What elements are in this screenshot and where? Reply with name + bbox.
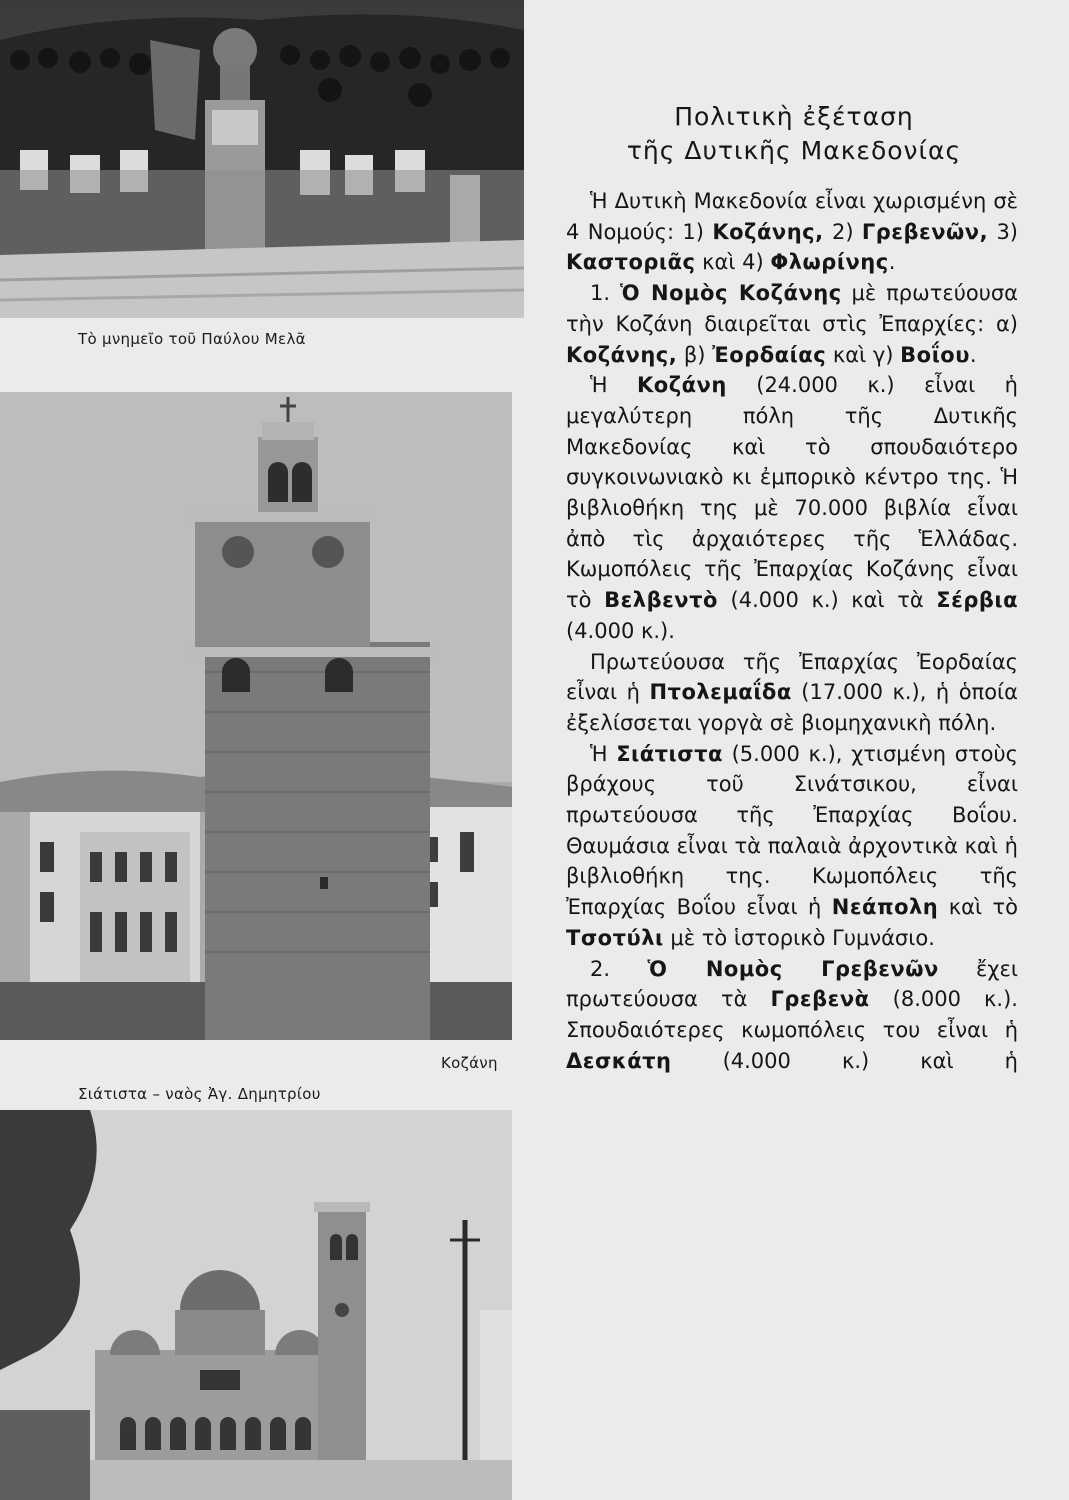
p2-text: καὶ γ): [826, 342, 901, 367]
p6-text: 2.: [590, 956, 648, 981]
paragraph-3: [566, 370, 1018, 646]
p1-text: Ἡ Δυτικὴ Μακεδονία εἶναι χωρισμένη σὲ 4 Νομούς: 1): [566, 189, 1018, 244]
article-title: [570, 100, 1018, 168]
p2-bold: Ἐορδαίας: [712, 342, 827, 367]
p5-text: μὲ τὸ ἱστορικὸ Γυμνάσιο.: [663, 925, 935, 950]
p3-text: (4.000 κ.).: [566, 618, 675, 643]
paragraph-4: [566, 647, 1018, 739]
title-line-1: Πολιτικὴ ἐξέταση: [674, 102, 914, 131]
p3-text: (4.000 κ.) καὶ τὰ: [717, 588, 937, 613]
p2-text: β): [677, 342, 713, 367]
p2-text: .: [969, 342, 977, 367]
siatista-photo: [0, 1110, 512, 1500]
p5-bold: Σιάτιστα: [616, 741, 723, 766]
p3-text: (24.000 κ.) εἶναι ἡ μεγαλύτερη πόλη τῆς Δυτικῆς Μακεδονίας καὶ τὸ σπουδαιότερο συγκοινωνιακὸ κι ἐμπορικὸ κέντρο της. Ἡ βιβλιοθήκη της μὲ 70.000 βιβλία εἶναι ἀπὸ τὶς ἀρχαιότερες τῆς Ἑλλάδας. Κωμοπόλεις τῆς Ἐπαρχίας Κοζάνης εἶναι τὸ: [566, 373, 1018, 613]
p2-text: 1.: [590, 281, 620, 306]
p5-bold: Νεάπολη: [831, 895, 939, 920]
p5-bold: Τσοτύλι: [566, 925, 664, 950]
p6-text: (8.000 κ.). Σπουδαιότερες κωμοπόλεις του εἶναι ἡ: [566, 987, 1018, 1042]
p3-text: Ἡ: [590, 373, 637, 398]
p1-text: 2): [823, 219, 862, 244]
p5-text: (5.000 κ.), χτισμένη στοὺς βράχους τοῦ Σινάτσικου, εἶναι πρωτεύουσα τῆς Ἐπαρχίας Βοΐου. Θαυμάσια εἶναι τὰ παλαιὰ ἀρχοντικὰ καὶ ἡ βιβλιοθήκη της. Κωμοπόλεις τῆς Ἐπαρχίας Βοΐου εἶναι ἡ: [566, 741, 1018, 920]
monument-photo: [0, 0, 524, 318]
p3-bold: Σέρβια: [936, 588, 1018, 613]
p5-text: καὶ τὸ: [938, 895, 1018, 920]
kozani-photo: [0, 392, 512, 1040]
p3-bold: Κοζάνη: [637, 373, 727, 398]
monument-caption: Τὸ μνημεῖο τοῦ Παύλου Μελᾶ: [78, 330, 306, 348]
article-column: [566, 100, 1018, 1076]
p1-bold: Φλωρίνης: [770, 250, 889, 275]
p4-bold: Πτολεμαΐδα: [649, 680, 792, 705]
p6-text: (4.000 κ.) καὶ ἡ: [671, 1048, 1018, 1073]
p2-bold: Ὁ Νομὸς Κοζάνης: [619, 281, 842, 306]
paragraph-1: [566, 186, 1018, 278]
kozani-caption: Κοζάνη: [441, 1054, 498, 1072]
p1-bold: Γρεβενῶν,: [861, 219, 989, 244]
paragraph-6: [566, 954, 1018, 1077]
siatista-caption: Σιάτιστα – ναὸς Ἀγ. Δημητρίου: [78, 1085, 321, 1103]
p6-bold: Ὁ Νομὸς Γρεβενῶν: [647, 956, 939, 981]
p1-bold: Κοζάνης,: [712, 219, 824, 244]
p4-text: (17.000 κ.), ἡ ὁποία ἐξελίσσεται γοργὰ σὲ βιομηχανικὴ πόλη.: [566, 680, 1018, 735]
paragraph-5: [566, 739, 1018, 954]
p2-text: μὲ πρωτεύουσα τὴν Κοζάνη διαιρεῖται στὶς Ἐπαρχίες: α): [566, 281, 1018, 336]
p1-text: καὶ 4): [695, 250, 771, 275]
p3-bold: Βελβεντὸ: [604, 588, 718, 613]
p4-text: Πρωτεύουσα τῆς Ἐπαρχίας Ἐορδαίας εἶναι ἡ: [566, 649, 1018, 705]
paragraph-2: [566, 278, 1018, 370]
p5-text: Ἡ: [590, 741, 617, 766]
p1-bold: Καστοριᾶς: [566, 250, 696, 275]
title-line-2: τῆς Δυτικῆς Μακεδονίας: [626, 136, 962, 165]
p6-bold: Γρεβενὰ: [770, 987, 870, 1012]
p6-text: ἔχει πρωτεύουσα τὰ: [566, 956, 1019, 1012]
p2-bold: Κοζάνης,: [566, 342, 678, 367]
p1-text: .: [888, 250, 896, 275]
p1-text: 3): [988, 219, 1018, 244]
p6-bold: Δεσκάτη: [566, 1048, 672, 1073]
p2-bold: Βοΐου: [900, 342, 970, 367]
